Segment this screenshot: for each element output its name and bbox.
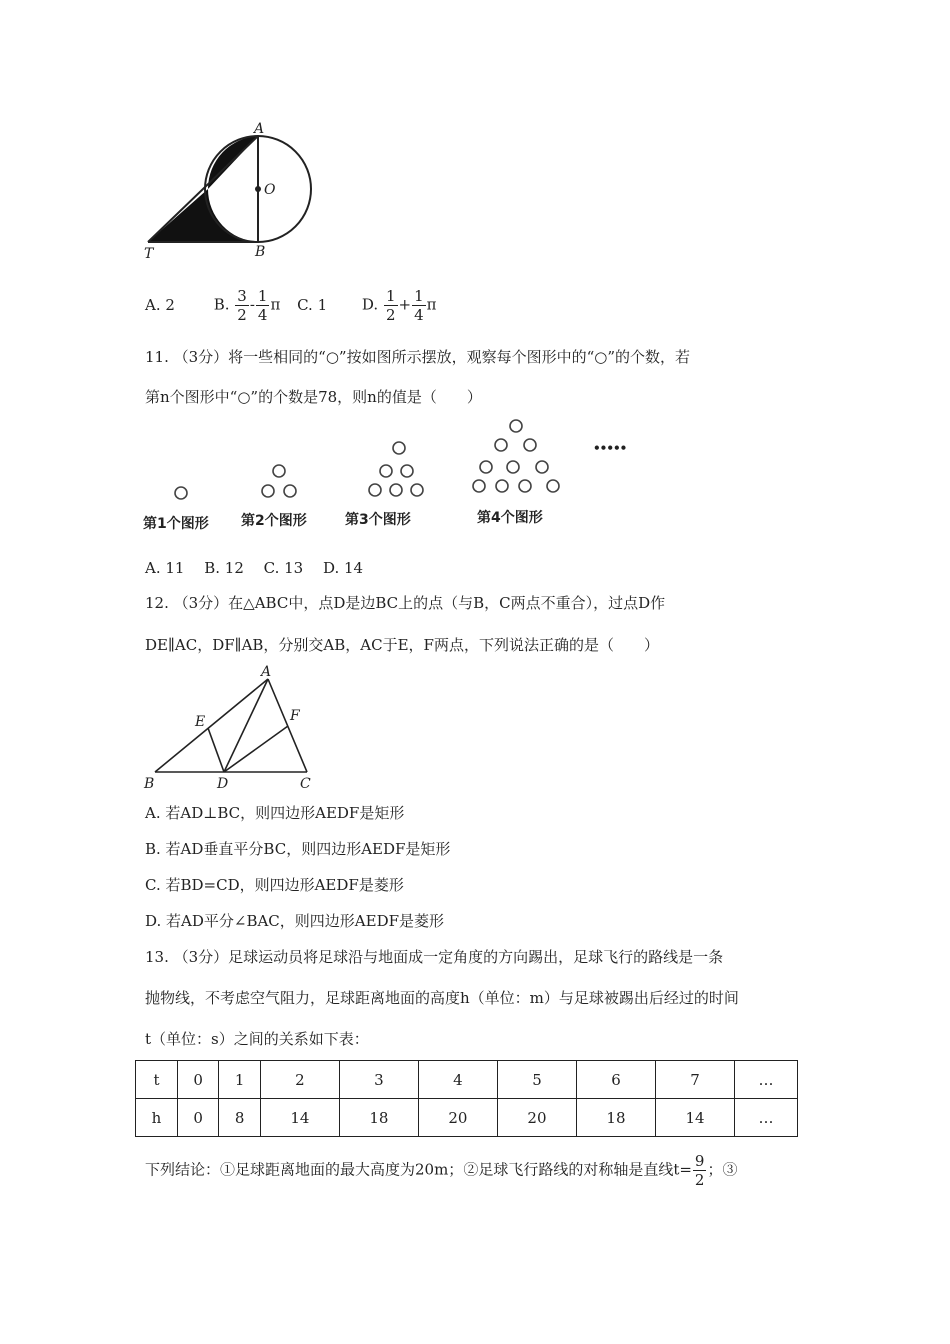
q12-option-a: A. 若AD⊥BC，则四边形AEDF是矩形 [145, 804, 405, 822]
q10-option-a: A. 2 [145, 295, 175, 314]
pattern-circle [524, 439, 536, 451]
table-cell: 8 [219, 1099, 260, 1137]
pattern-caption-3: 第3个图形 [345, 512, 411, 528]
table-row [136, 1099, 798, 1137]
pi-symbol: π [270, 295, 281, 314]
segment-df [224, 726, 288, 772]
shaded-region [148, 189, 258, 242]
denominator: 4 [414, 306, 424, 324]
table-cell: t [136, 1061, 178, 1099]
fraction [384, 287, 398, 324]
pattern-circle [390, 484, 402, 496]
pattern-caption-4: 第4个图形 [477, 510, 543, 526]
pattern-circle [393, 442, 405, 454]
q13-stem-line1: 13. （3分）足球运动员将足球沿与地面成一定角度的方向踢出，足球飞行的路线是一条 [145, 948, 724, 966]
denominator: 4 [257, 306, 268, 324]
table-cell: h [136, 1099, 178, 1137]
label-e: E [195, 714, 206, 730]
pattern-circle [262, 485, 274, 497]
numerator: 9 [694, 1152, 705, 1170]
label-d: D [217, 776, 229, 792]
label-a: A [254, 121, 265, 137]
pattern-circle [273, 465, 285, 477]
q10-options [145, 287, 436, 324]
q13-conclusion [145, 1152, 737, 1189]
q12-option-d: D. 若AD平分∠BAC，则四边形AEDF是菱形 [145, 912, 445, 930]
pattern-circle [496, 480, 508, 492]
table-cell: 5 [497, 1061, 576, 1099]
data-table [135, 1060, 798, 1137]
center-point [255, 186, 261, 192]
circle-tangent-figure [140, 120, 330, 265]
pattern-circle [507, 461, 519, 473]
table-cell: 4 [418, 1061, 497, 1099]
label-f: F [290, 708, 300, 724]
q11-options: A. 11 B. 12 C. 13 D. 14 [145, 559, 364, 577]
conclusion-suffix: ；③ [707, 1160, 738, 1179]
q10-option-c: C. 1 [297, 295, 328, 314]
table-cell: 20 [418, 1099, 497, 1137]
pattern-circle [495, 439, 507, 451]
pattern-circle [401, 465, 413, 477]
pattern-circle [380, 465, 392, 477]
fraction [693, 1152, 707, 1189]
q10-option-d-label: D. [361, 295, 379, 314]
pattern-ellipsis: ••••• [593, 441, 627, 455]
table-cell: 18 [576, 1099, 655, 1137]
pattern-circle [411, 484, 423, 496]
pattern-circle [536, 461, 548, 473]
pattern-circle [175, 487, 187, 499]
q10-option-b-label: B. [213, 295, 230, 314]
numerator: 3 [237, 287, 247, 305]
operator: + [398, 295, 412, 314]
q12-stem-line2: DE∥AC，DF∥AB，分别交AB，AC于E，F两点，下列说法正确的是（ ） [145, 636, 659, 654]
side-ab [155, 679, 268, 772]
segment-ad [224, 679, 268, 772]
pattern-circle [473, 480, 485, 492]
circle-pattern-figure [140, 410, 640, 510]
numerator: 1 [414, 287, 424, 305]
table-cell: 6 [576, 1061, 655, 1099]
table-cell: 1 [219, 1061, 260, 1099]
pattern-circle [480, 461, 492, 473]
label-b: B [255, 244, 266, 260]
fraction [256, 287, 270, 324]
label-c: C [300, 776, 311, 792]
table-cell: 0 [177, 1099, 218, 1137]
numerator: 1 [257, 287, 268, 305]
q12-option-b: B. 若AD垂直平分BC，则四边形AEDF是矩形 [145, 840, 451, 858]
q12-option-c: C. 若BD=CD，则四边形AEDF是菱形 [145, 876, 404, 894]
denominator: 2 [694, 1171, 705, 1189]
label-b: B [144, 776, 155, 792]
pattern-caption-1: 第1个图形 [143, 516, 209, 532]
q11-stem-line2: 第n个图形中“○”的个数是78，则n的值是（ ） [145, 388, 482, 406]
pattern-circle [284, 485, 296, 497]
table-cell: 7 [655, 1061, 734, 1099]
q10-option-b [214, 287, 281, 324]
table-cell: 18 [339, 1099, 418, 1137]
pattern-circle [510, 420, 522, 432]
denominator: 2 [385, 306, 396, 324]
table-cell: 2 [260, 1061, 339, 1099]
label-t: T [144, 246, 154, 262]
segment-de [208, 728, 224, 772]
table-cell: 14 [655, 1099, 734, 1137]
operator: - [249, 295, 255, 314]
table-cell: … [735, 1061, 798, 1099]
fraction [235, 287, 249, 324]
pattern-circle [369, 484, 381, 496]
triangle-figure [140, 660, 325, 795]
q11-stem-line1: 11. （3分）将一些相同的“○”按如图所示摆放，观察每个图形中的“○”的个数，若 [145, 348, 691, 366]
q13-stem-line2: 抛物线，不考虑空气阻力，足球距离地面的高度h（单位：m）与足球被踢出后经过的时间 [145, 989, 739, 1007]
fraction [412, 287, 426, 324]
numerator: 1 [385, 287, 396, 305]
conclusion-text: 下列结论：①足球距离地面的最大高度为20m；②足球飞行路线的对称轴是直线t= [145, 1160, 692, 1179]
q13-stem-line3: t（单位：s）之间的关系如下表： [145, 1030, 369, 1048]
table-cell: 14 [260, 1099, 339, 1137]
table-row [136, 1061, 798, 1099]
pattern-circle [547, 480, 559, 492]
pattern-caption-2: 第2个图形 [241, 513, 307, 529]
pi-symbol: π [426, 295, 437, 314]
table-cell: … [735, 1099, 798, 1137]
q10-option-d [362, 287, 437, 324]
q12-stem-line1: 12. （3分）在△ABC中，点D是边BC上的点（与B，C两点不重合），过点D作 [145, 594, 666, 612]
pattern-circle [519, 480, 531, 492]
table-cell: 3 [339, 1061, 418, 1099]
label-a: A [261, 664, 272, 680]
denominator: 2 [237, 306, 247, 324]
table-cell: 0 [177, 1061, 218, 1099]
label-o: O [264, 182, 276, 198]
table-cell: 20 [497, 1099, 576, 1137]
